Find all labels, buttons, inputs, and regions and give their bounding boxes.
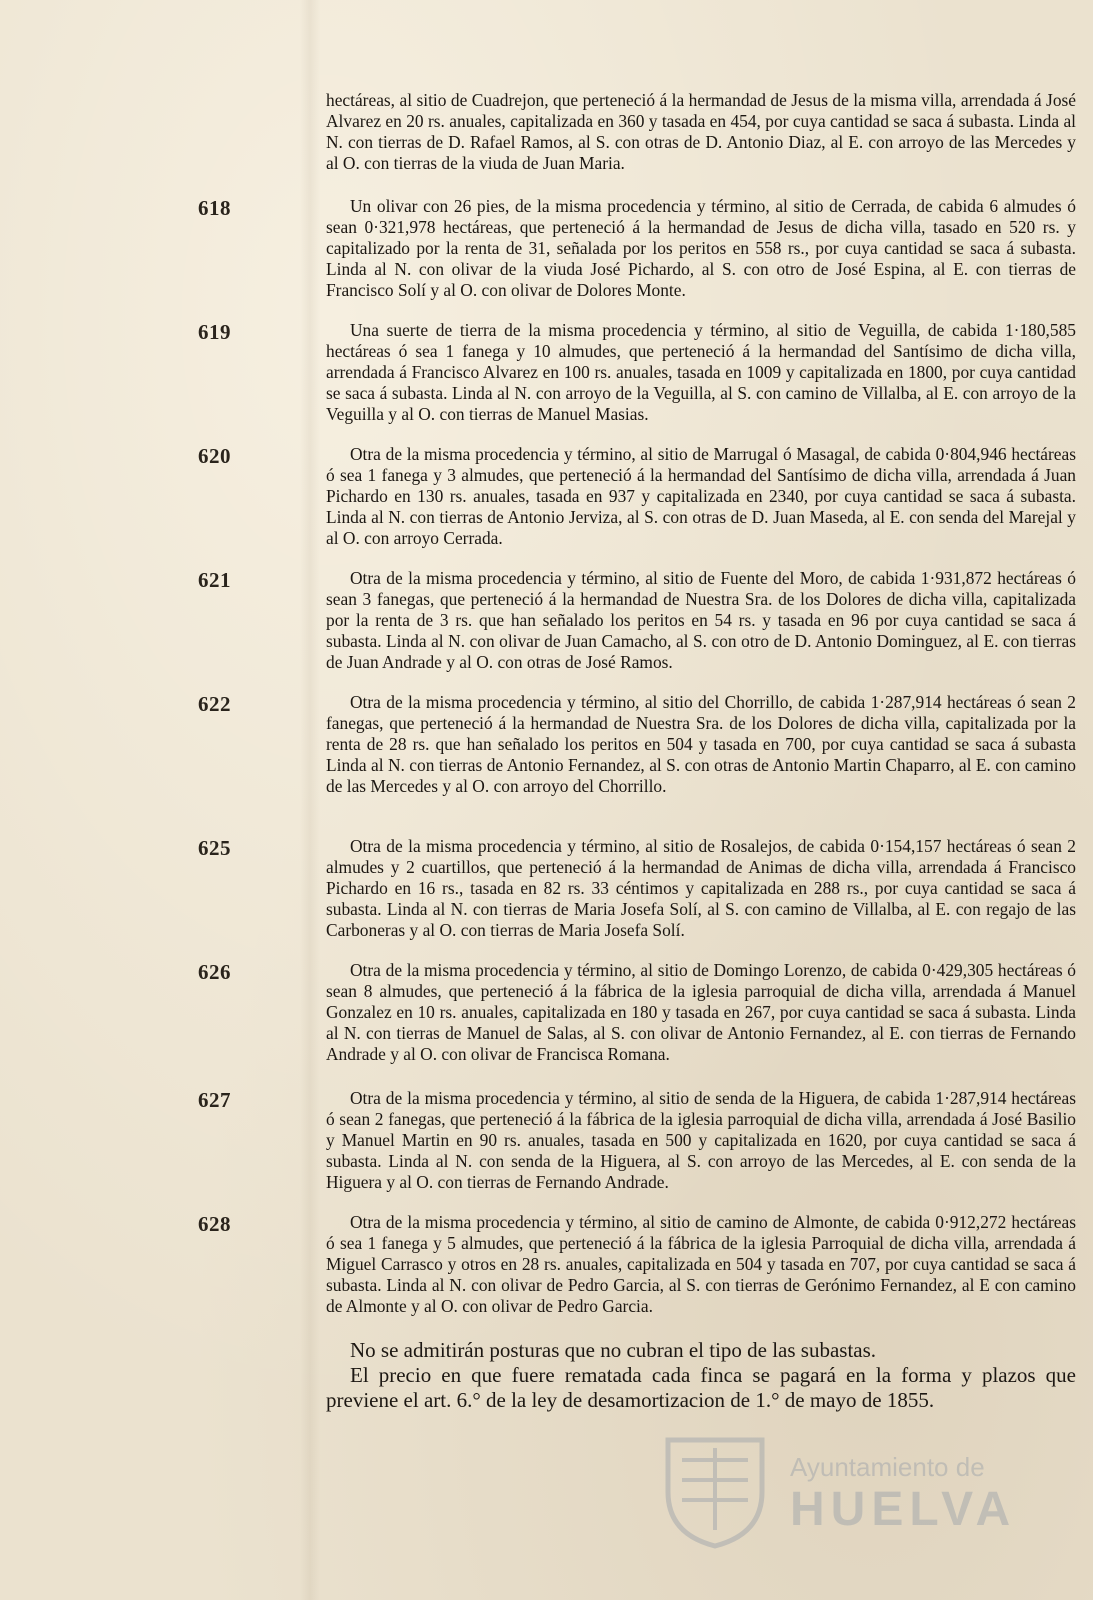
entry-number: 618 [198, 196, 231, 220]
coat-of-arms-icon [660, 1430, 770, 1550]
entry-text: Otra de la misma procedencia y término, al sitio de Fuente del Moro, de cabida 1·931,872 hectáreas ó sean 3 fanegas, que perteneció á la hermandad de Nuestra Sra. de los Dolores de dicha villa, capitalizada por la renta de 3 rs. que han señalado los peritos en 54 rs. y tasada en 96 por cuya cantidad se saca á subasta. Linda al N. con olivar de Juan Camacho, al S. con otro de D. Antonio Dominguez, al E. con tierras de Juan Andrade y al O. con otras de José Ramos. [326, 568, 1076, 673]
entry-text-continued: hectáreas, al sitio de Cuadrejon, que perteneció á la hermandad de Jesus de la misma villa, arrendada á José Alvarez en 20 rs. anuales, capitalizada en 360 y tasada en 454, por cuya cantidad se saca á subasta. Linda al N. con tierras de D. Rafael Ramos, al S. con otras de D. Antonio Diaz, al E. con arroyo de las Mercedes y al O. con tierras de la viuda de Juan Maria. [326, 90, 1076, 174]
watermark-line-2: HUELVA [790, 1483, 1017, 1536]
entry-text: Otra de la misma procedencia y término, al sitio de Domingo Lorenzo, de cabida 0·429,305 hectáreas ó sean 8 almudes, que perteneció á la fábrica de la iglesia parroquial de dicha villa, arrendada á Manuel Gonzalez en 10 rs. anuales, capitalizada en 180 y tasada en 267, por cuya cantidad se saca á subasta. Linda al N. con tierras de Manuel de Salas, al S. con olivar de Antonio Fernandez, al E. con tierras de Fernando Andrade y al O. con olivar de Francisca Romana. [326, 960, 1076, 1065]
entry-text: Un olivar con 26 pies, de la misma procedencia y término, al sitio de Cerrada, de cabida 6 almudes ó sean 0·321,978 hectáreas, que perteneció á la hermandad de Jesus de dicha villa, tasado en 520 rs. y capitalizado por la renta de 31, señalada por los peritos en 558 rs., por cuya cantidad se saca á subasta. Linda al N. con olivar de la viuda José Pichardo, al S. con otro de José Espina, al E. con tierras de Francisco Solí y al O. con olivar de Dolores Monte. [326, 196, 1076, 301]
entry-text: Otra de la misma procedencia y término, al sitio de Rosalejos, de cabida 0·154,157 hectáreas ó sean 2 almudes y 2 cuartillos, que perteneció á la hermandad de Animas de dicha villa, arrendada á Francisco Pichardo en 16 rs., tasada en 82 rs. 33 céntimos y capitalizada en 288 rs., por cuya cantidad se saca á subasta. Linda al N. con tierras de Maria Josefa Solí, al S. con camino de Villalba, al E. con regajo de las Carboneras y al O. con tierras de Maria Josefa Solí. [326, 836, 1076, 941]
closing-paragraphs [326, 1338, 1076, 1413]
entry-text: Otra de la misma procedencia y término, al sitio de camino de Almonte, de cabida 0·912,272 hectáreas ó sea 1 fanega y 5 almudes, que perteneció á la fábrica de la iglesia Parroquial de dicha villa, arrendada á Miguel Carrasco y otros en 28 rs. anuales, capitalizada en 504 y tasada en 707, por cuya cantidad se saca á subasta. Linda al N. con olivar de Pedro Garcia, al S. con tierras de Gerónimo Fernandez, al E con camino de Almonte y al O. con olivar de Pedro Garcia. [326, 1212, 1076, 1317]
paper-shading [300, 0, 320, 1600]
entry-number: 626 [198, 960, 231, 984]
entry-number: 627 [198, 1088, 231, 1112]
entry-number: 620 [198, 444, 231, 468]
closing-line-2: El precio en que fuere rematada cada finca se pagará en la forma y plazos que previene el art. 6.° de la ley de desamortizacion de 1.° de mayo de 1855. [326, 1363, 1076, 1412]
watermark-line-1: Ayuntamiento de [790, 1452, 985, 1482]
closing-line-1: No se admitirán posturas que no cubran el tipo de las subastas. [350, 1338, 877, 1362]
entry-number: 622 [198, 692, 231, 716]
entry-text: Otra de la misma procedencia y término, al sitio de senda de la Higuera, de cabida 1·287,914 hectáreas ó sean 2 fanegas, que perteneció á la fábrica de la iglesia parroquial de dicha villa, arrendada á José Basilio y Manuel Martin en 90 rs. anuales, tasada en 500 y capitalizada en 1620, por cuya cantidad se saca á subasta. Linda al N. con senda de la Higuera, al S. con arroyo de las Mercedes, al E. con senda de la Higuera y al O. con tierras de Fernando Andrade. [326, 1088, 1076, 1193]
archive-watermark [660, 1430, 1020, 1550]
entry-number: 621 [198, 568, 231, 592]
entry-text: Una suerte de tierra de la misma procedencia y término, al sitio de Veguilla, de cabida 1·180,585 hectáreas ó sea 1 fanega y 10 almudes, que perteneció á la hermandad del Santísimo de dicha villa, arrendada á Francisco Alvarez en 100 rs. anuales, tasada en 1009 y capitalizada en 1800, por cuya cantidad se saca á subasta. Linda al N. con arroyo de la Veguilla, al S. con camino de Villalba, al E. con arroyo de la Veguilla y al O. con tierras de Manuel Masias. [326, 320, 1076, 425]
entry-text: Otra de la misma procedencia y término, al sitio de Marrugal ó Masagal, de cabida 0·804,946 hectáreas ó sea 1 fanega y 3 almudes, que perteneció á la hermandad del Santísimo de dicha villa, arrendada á Juan Pichardo en 130 rs. anuales, tasada en 937 y capitalizada en 2340, por cuya cantidad se saca á subasta. Linda al N. con tierras de Antonio Jerviza, al S. con otras de D. Juan Maseda, al E. con senda del Marejal y al O. con arroyo Cerrada. [326, 444, 1076, 549]
entry-number: 625 [198, 836, 231, 860]
entry-text: Otra de la misma procedencia y término, al sitio del Chorrillo, de cabida 1·287,914 hectáreas ó sean 2 fanegas, que perteneció á la hermandad de Nuestra Sra. de los Dolores de dicha villa, capitalizada por la renta de 28 rs. que han señalado los peritos en 504 y tasada en 700, por cuya cantidad se saca á subasta Linda al N. con tierras de Antonio Fernandez, al S. con otras de Antonio Martin Chaparro, al E. con camino de las Mercedes y al O. con arroyo del Chorrillo. [326, 692, 1076, 797]
entry-number: 619 [198, 320, 231, 344]
entry-number: 628 [198, 1212, 231, 1236]
